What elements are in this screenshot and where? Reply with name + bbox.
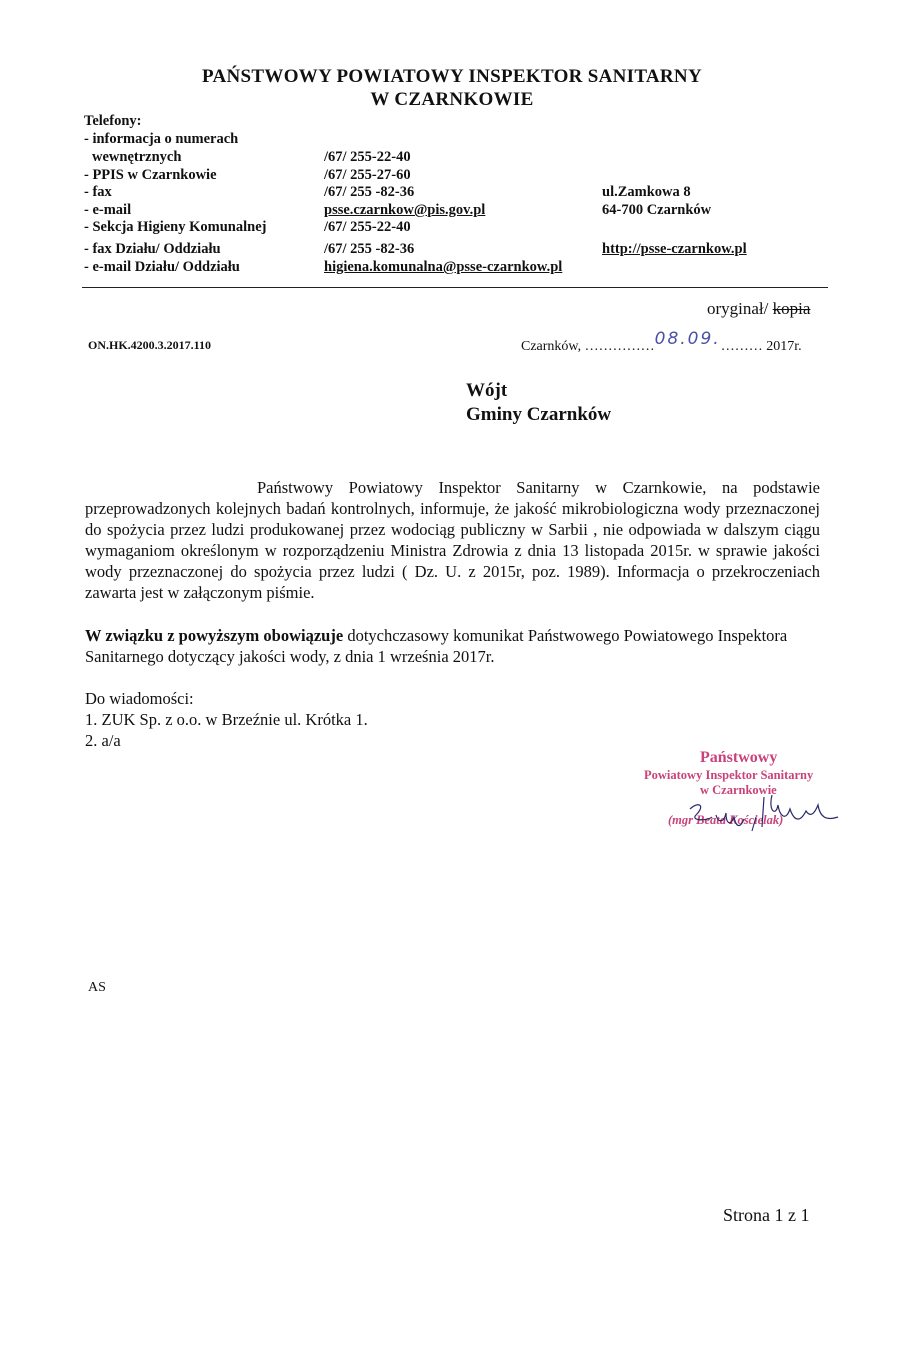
- stamp-line2: Powiatowy Inspektor Sanitarny: [644, 768, 814, 782]
- handwritten-signature: [660, 787, 850, 839]
- header-divider: [82, 287, 828, 288]
- distribution-list: [85, 688, 368, 751]
- paragraph-2-emphasis: W związku z powyższym obowiązuje: [85, 626, 344, 645]
- contact-label: - fax: [84, 184, 112, 200]
- stamp-line3: w Czarnkowie: [700, 783, 777, 797]
- contact-label: wewnętrznych: [92, 149, 182, 165]
- contact-label: - fax Działu/ Oddziału: [84, 241, 221, 257]
- handwritten-date: 08.09.: [654, 329, 721, 349]
- address-city: 64-700 Czarnków: [602, 202, 712, 218]
- contact-label: - informacja o numerach: [84, 131, 239, 147]
- official-stamp: [640, 749, 850, 839]
- distribution-item: 2. a/a: [85, 731, 121, 750]
- original-label: oryginał/: [707, 299, 769, 318]
- contacts-heading: Telefony:: [84, 113, 142, 129]
- email-link[interactable]: psse.czarnkow@pis.gov.pl: [324, 202, 486, 218]
- author-initials: AS: [88, 980, 106, 995]
- header-title-line2: W CZARNKOWIE: [370, 89, 534, 110]
- reference-number: ON.HK.4200.3.2017.110: [88, 338, 212, 352]
- recipient-line1: Wójt: [466, 380, 508, 401]
- address-street: ul.Zamkowa 8: [602, 184, 691, 200]
- stamp-line1: Państwowy: [700, 749, 778, 766]
- date-dots: ……………: [584, 339, 655, 354]
- contact-label: - Sekcja Higieny Komunalnej: [84, 219, 267, 235]
- contact-label: - e-mail: [84, 202, 132, 218]
- website-link[interactable]: http://psse-czarnkow.pl: [602, 241, 747, 257]
- contact-value: /67/ 255 -82-36: [324, 241, 415, 257]
- recipient-line2: Gminy Czarnków: [466, 404, 612, 425]
- distribution-item: 1. ZUK Sp. z o.o. w Brzeźnie ul. Krótka 1.: [85, 710, 368, 729]
- distribution-heading: Do wiadomości:: [85, 689, 194, 708]
- contact-value: /67/ 255-22-40: [324, 149, 411, 165]
- header-title-line1: PAŃSTWOWY POWIATOWY INSPEKTOR SANITARNY: [202, 66, 702, 87]
- place-label: Czarnków,: [521, 339, 585, 354]
- paragraph-2-text: dotychczasowy komunikat Państwowego Powiatowego Inspektora Sanitarnego dotyczący jakości wody, z dnia 1 września 2017r.: [85, 626, 788, 666]
- page-number: Strona 1 z 1: [723, 1205, 810, 1225]
- contact-value: /67/ 255-27-60: [324, 167, 411, 183]
- original-copy-marker: [707, 299, 810, 319]
- date-year: ……… 2017r.: [720, 339, 802, 354]
- contact-label: - e-mail Działu/ Oddziału: [84, 259, 240, 275]
- body-paragraph-2: [85, 625, 820, 667]
- place-date: [521, 329, 802, 355]
- copy-label: kopia: [772, 299, 811, 318]
- body-paragraph-1: Państwowy Powiatowy Inspektor Sanitarny w Czarnkowie, na podstawie przeprowadzonych kolejnych badań kontrolnych, informuje, że jakość mikrobiologiczna wody przeznaczonej do spożycia przez ludzi produkowanej przez wodociąg publiczny w Sarbii , nie odpowiada w dalszym ciągu wymaganiom określonym w rozporządzeniu Ministra Zdrowia z dnia 13 listopada 2015r. w sprawie jakości wody przeznaczonej do spożycia przez ludzi ( Dz. U. z 2015r, poz. 1989). Informacja o przekroczeniach zawarta jest w załączonym piśmie.: [85, 478, 820, 602]
- stamp-line4: (mgr Beata Kościelak): [668, 813, 784, 827]
- contact-value: /67/ 255 -82-36: [324, 184, 415, 200]
- contact-label: - PPIS w Czarnkowie: [84, 167, 217, 183]
- contact-value: /67/ 255-22-40: [324, 219, 411, 235]
- department-email-link[interactable]: higiena.komunalna@psse-czarnkow.pl: [324, 259, 563, 275]
